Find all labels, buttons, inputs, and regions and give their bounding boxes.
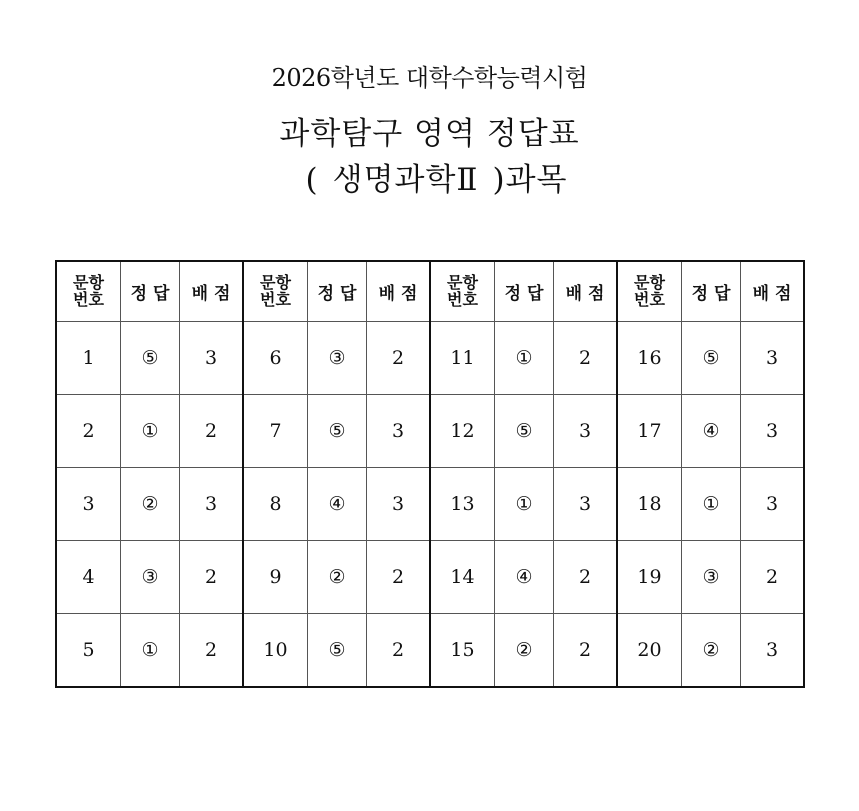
- question-number: 3: [56, 468, 121, 541]
- page-title: 과학탐구 영역 정답표: [279, 116, 580, 152]
- header-number: 문항 번호: [430, 261, 495, 322]
- question-number: 19: [617, 541, 682, 614]
- correct-answer: ④: [495, 541, 554, 614]
- table-row: [56, 322, 804, 395]
- subject-close-label: )과목: [492, 162, 568, 198]
- question-number: 4: [56, 541, 121, 614]
- points: 2: [367, 614, 431, 688]
- table-row: [56, 614, 804, 688]
- correct-answer: ③: [308, 322, 367, 395]
- correct-answer: ③: [682, 541, 741, 614]
- header-number: 문항 번호: [617, 261, 682, 322]
- subject-open-paren: (: [305, 162, 319, 198]
- points: 3: [741, 395, 805, 468]
- points: 2: [554, 541, 618, 614]
- header-points: 배 점: [180, 261, 244, 322]
- correct-answer: ①: [121, 614, 180, 688]
- points: 2: [180, 541, 244, 614]
- points: 3: [554, 468, 618, 541]
- correct-answer: ⑤: [308, 614, 367, 688]
- points: 2: [554, 614, 618, 688]
- question-number: 1: [56, 322, 121, 395]
- points: 2: [741, 541, 805, 614]
- table-row: [56, 395, 804, 468]
- exam-subtitle: 2026학년도 대학수학능력시험: [271, 64, 588, 92]
- points: 2: [180, 614, 244, 688]
- question-number: 5: [56, 614, 121, 688]
- table-row: [56, 541, 804, 614]
- points: 2: [367, 322, 431, 395]
- question-number: 12: [430, 395, 495, 468]
- question-number: 16: [617, 322, 682, 395]
- points: 3: [554, 395, 618, 468]
- correct-answer: ②: [121, 468, 180, 541]
- points: 3: [367, 468, 431, 541]
- correct-answer: ②: [308, 541, 367, 614]
- header-answer: 정 답: [308, 261, 367, 322]
- table-header-row: [56, 261, 804, 322]
- points: 2: [367, 541, 431, 614]
- question-number: 20: [617, 614, 682, 688]
- answer-key-table: [55, 260, 805, 688]
- question-number: 10: [243, 614, 308, 688]
- points: 3: [180, 468, 244, 541]
- header-answer: 정 답: [682, 261, 741, 322]
- subject-name: 생명과학Ⅱ: [332, 162, 479, 198]
- correct-answer: ①: [682, 468, 741, 541]
- points: 3: [180, 322, 244, 395]
- correct-answer: ⑤: [682, 322, 741, 395]
- correct-answer: ⑤: [308, 395, 367, 468]
- header-number: 문항 번호: [243, 261, 308, 322]
- points: 3: [741, 468, 805, 541]
- correct-answer: ②: [682, 614, 741, 688]
- question-number: 13: [430, 468, 495, 541]
- correct-answer: ③: [121, 541, 180, 614]
- question-number: 9: [243, 541, 308, 614]
- header-points: 배 점: [367, 261, 431, 322]
- question-number: 2: [56, 395, 121, 468]
- correct-answer: ②: [495, 614, 554, 688]
- correct-answer: ④: [682, 395, 741, 468]
- header-points: 배 점: [554, 261, 618, 322]
- question-number: 14: [430, 541, 495, 614]
- points: 3: [367, 395, 431, 468]
- question-number: 18: [617, 468, 682, 541]
- header-answer: 정 답: [121, 261, 180, 322]
- question-number: 7: [243, 395, 308, 468]
- header-number: 문항 번호: [56, 261, 121, 322]
- question-number: 8: [243, 468, 308, 541]
- header-answer: 정 답: [495, 261, 554, 322]
- points: 2: [180, 395, 244, 468]
- table-row: [56, 468, 804, 541]
- question-number: 17: [617, 395, 682, 468]
- correct-answer: ⑤: [121, 322, 180, 395]
- correct-answer: ④: [308, 468, 367, 541]
- question-number: 11: [430, 322, 495, 395]
- subject-line: [0, 154, 859, 199]
- header-points: 배 점: [741, 261, 805, 322]
- correct-answer: ①: [495, 468, 554, 541]
- correct-answer: ⑤: [495, 395, 554, 468]
- points: 3: [741, 614, 805, 688]
- points: 2: [554, 322, 618, 395]
- points: 3: [741, 322, 805, 395]
- question-number: 6: [243, 322, 308, 395]
- question-number: 15: [430, 614, 495, 688]
- correct-answer: ①: [495, 322, 554, 395]
- correct-answer: ①: [121, 395, 180, 468]
